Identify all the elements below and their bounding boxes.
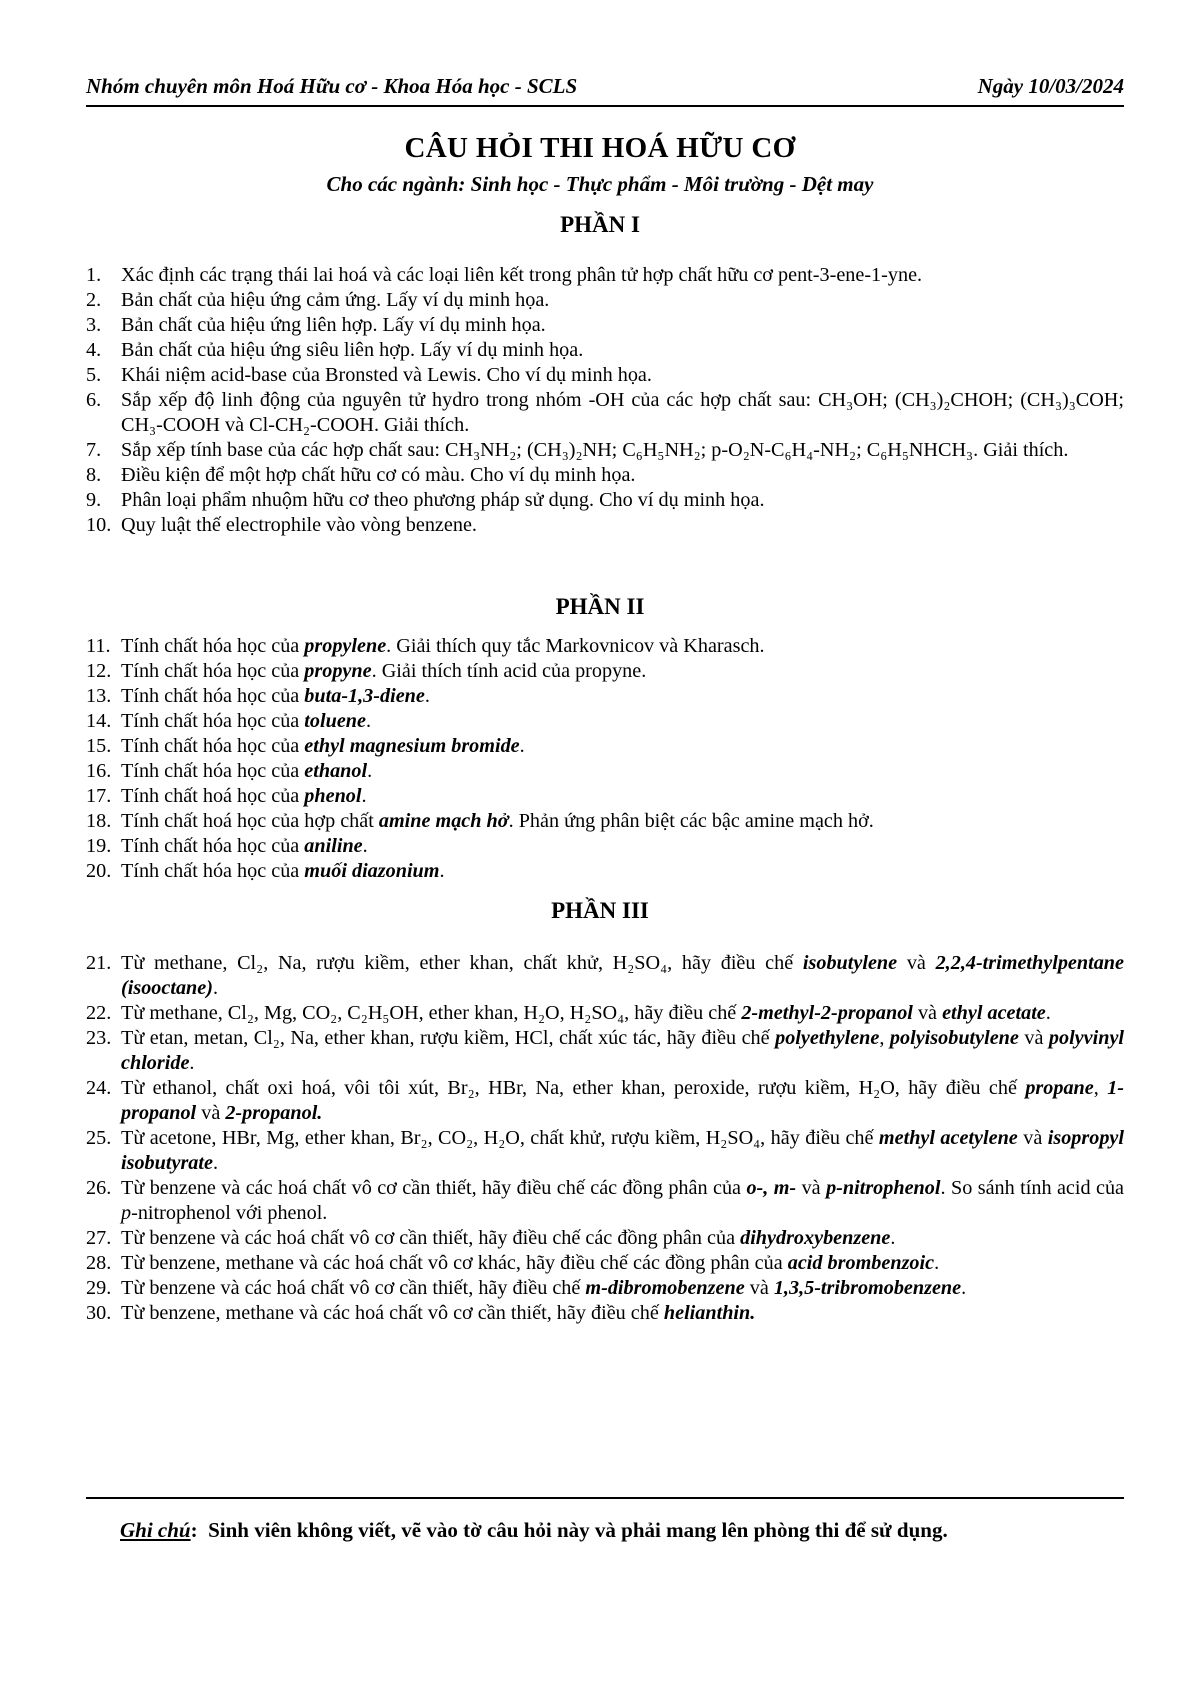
question-number: 6.: [86, 389, 102, 411]
question-text: Bản chất của hiệu ứng siêu liên hợp. Lấy ví dụ minh họa.: [121, 339, 584, 361]
question-text: [121, 1126, 1124, 1176]
list-item: [86, 1001, 1124, 1026]
compound-name: 2,2,4-trimethylpentane (isooctane): [121, 952, 1124, 999]
question-text: [121, 834, 1124, 859]
part3-title: PHẦN III: [551, 898, 649, 923]
text-segment: .: [361, 785, 367, 807]
compound-name: p-nitrophenol: [826, 1177, 941, 1199]
note-separator: :: [190, 1518, 198, 1542]
page-title: CÂU HỎI THI HOÁ HỮU CƠ: [404, 132, 796, 164]
text-segment: -nitrophenol với phenol.: [131, 1202, 328, 1224]
question-text: [121, 684, 1124, 709]
list-item: [86, 834, 1124, 859]
question-number: 1.: [86, 264, 102, 286]
question-text: Quy luật thế electrophile vào vòng benzene.: [121, 514, 477, 536]
question-number: 25.: [86, 1127, 112, 1149]
question-number: 22.: [86, 1002, 112, 1024]
list-item: [86, 659, 1124, 684]
question-text: Điều kiện để một hợp chất hữu cơ có màu. Cho ví dụ minh họa.: [121, 464, 636, 486]
text-segment: Từ methane, Cl₂, Mg, CO₂, C₂H₅OH, ether khan, H₂O, H₂SO₄, hãy điều chế: [121, 1002, 742, 1024]
compound-name: isobutylene: [802, 952, 898, 974]
question-text: [121, 1226, 1124, 1251]
text-segment: Tính chất hóa học của: [121, 710, 305, 732]
compound-name: 2-propanol.: [225, 1102, 323, 1124]
question-text: Khái niệm acid-base của Bronsted và Lewis. Cho ví dụ minh họa.: [121, 364, 652, 386]
question-text: [121, 784, 1124, 809]
list-item: [86, 759, 1124, 784]
footer-divider: [86, 1497, 1124, 1499]
compound-name: amine mạch hở: [378, 810, 509, 832]
text-segment: . Giải thích quy tắc Markovnicov và Kharasch.: [386, 635, 765, 657]
compound-name: helianthin.: [663, 1302, 756, 1324]
question-number: 30.: [86, 1302, 112, 1324]
compound-name: ethanol: [304, 760, 368, 782]
compound-name: 1,3,5-tribromobenzene: [773, 1277, 962, 1299]
compound-name: toluene: [304, 710, 366, 732]
question-text: Sắp xếp độ linh động của nguyên tử hydro trong nhóm -OH của các hợp chất sau: CH₃OH; (CH₃)₂CHOH; (CH₃)₃COH; CH₃-COOH và Cl-CH₂-COOH. Giải thích.: [121, 389, 1124, 436]
list-item: [86, 313, 1124, 338]
list-item: [86, 388, 1124, 438]
text-segment: Từ acetone, HBr, Mg, ether khan, Br₂, CO₂, H₂O, chất khử, rượu kiềm, H₂SO₄, hãy điều chế: [121, 1127, 879, 1149]
text-segment: .: [934, 1252, 940, 1274]
text-segment: Từ benzene, methane và các hoá chất vô cơ cần thiết, hãy điều chế: [121, 1302, 664, 1324]
list-item: [86, 263, 1124, 288]
question-number: 14.: [86, 710, 112, 732]
question-text: [121, 1301, 1124, 1326]
text-segment: Từ methane, Cl₂, Na, rượu kiềm, ether khan, chất khử, H₂SO₄, hãy điều chế: [121, 952, 803, 974]
list-item: [86, 1176, 1124, 1226]
list-item: [86, 634, 1124, 659]
question-number: 13.: [86, 685, 112, 707]
text-segment: Tính chất hóa học của: [121, 760, 305, 782]
compound-name: polyethylene: [775, 1027, 880, 1049]
question-text: [121, 759, 1124, 784]
text-segment: Tính chất hóa học của: [121, 635, 305, 657]
text-segment: .: [961, 1277, 967, 1299]
list-item: [86, 288, 1124, 313]
question-number: 12.: [86, 660, 112, 682]
question-text: [121, 1251, 1124, 1276]
page-header: [86, 74, 1124, 107]
list-item: [86, 1301, 1124, 1326]
question-number: 20.: [86, 860, 112, 882]
compound-name: acid brombenzoic: [787, 1252, 935, 1274]
list-item: [86, 1226, 1124, 1251]
text-segment: .: [439, 860, 445, 882]
question-text: Bản chất của hiệu ứng liên hợp. Lấy ví dụ minh họa.: [121, 314, 546, 336]
question-number: 15.: [86, 735, 112, 757]
question-number: 26.: [86, 1177, 112, 1199]
text-segment: Từ benzene, methane và các hoá chất vô cơ khác, hãy điều chế các đồng phân của: [121, 1252, 788, 1274]
compound-name: propylene: [304, 635, 387, 657]
text-segment: Tính chất hóa học của: [121, 835, 305, 857]
part1-title: PHẦN I: [560, 212, 640, 237]
compound-name: isopropyl isobutyrate: [121, 1127, 1124, 1174]
list-item: [86, 438, 1124, 463]
list-item: [86, 1126, 1124, 1176]
question-text: [121, 1176, 1124, 1226]
text-segment: Tính chất hóa học của: [121, 860, 305, 882]
compound-name: buta-1,3-diene: [304, 685, 425, 707]
text-segment: .: [367, 760, 373, 782]
compound-name: methyl acetylene: [878, 1127, 1018, 1149]
compound-name: m-dibromobenzene: [585, 1277, 745, 1299]
question-number: 16.: [86, 760, 112, 782]
header-date: Ngày 10/03/2024: [977, 74, 1124, 98]
question-number: 9.: [86, 489, 102, 511]
list-item: [86, 463, 1124, 488]
text-segment: Từ ethanol, chất oxi hoá, vôi tôi xút, Br₂, HBr, Na, ether khan, peroxide, rượu kiềm, H₂O, hãy điều chế: [121, 1077, 1026, 1099]
compound-name: ethyl acetate: [942, 1002, 1046, 1024]
compound-name: propyne: [304, 660, 372, 682]
question-number: 7.: [86, 439, 102, 461]
question-number: 11.: [86, 635, 111, 657]
question-number: 2.: [86, 289, 102, 311]
question-number: 3.: [86, 314, 102, 336]
question-number: 24.: [86, 1077, 112, 1099]
question-text: [121, 1026, 1124, 1076]
note-text: Sinh viên không viết, vẽ vào tờ câu hỏi này và phải mang lên phòng thi để sử dụng.: [208, 1518, 948, 1542]
list-item: [86, 1251, 1124, 1276]
text-segment: Tính chất hóa học của: [121, 685, 305, 707]
text-segment: ,: [1093, 1077, 1108, 1099]
note-label: Ghi chú: [120, 1518, 191, 1542]
part2-title: PHẦN II: [555, 594, 645, 619]
question-text: [121, 1001, 1124, 1026]
question-number: 21.: [86, 952, 112, 974]
question-number: 19.: [86, 835, 112, 857]
list-item: [86, 859, 1124, 884]
question-number: 10.: [86, 514, 112, 536]
list-item: [86, 734, 1124, 759]
footer-note: [120, 1518, 1120, 1543]
text-segment: .: [189, 1052, 195, 1074]
text-segment: Từ etan, metan, Cl₂, Na, ether khan, rượu kiềm, HCl, chất xúc tác, hãy điều chế: [121, 1027, 776, 1049]
question-text: [121, 1076, 1124, 1126]
question-text: [121, 859, 1124, 884]
compound-name: ethyl magnesium bromide: [304, 735, 520, 757]
compound-name: o-, m-: [746, 1177, 797, 1199]
list-item: [86, 1076, 1124, 1126]
header-department: Nhóm chuyên môn Hoá Hữu cơ - Khoa Hóa học - SCLS: [86, 74, 578, 98]
list-item: [86, 1276, 1124, 1301]
compound-name: 2-methyl-2-propanol: [741, 1002, 913, 1024]
question-text: Bản chất của hiệu ứng cảm ứng. Lấy ví dụ minh họa.: [121, 289, 550, 311]
list-item: [86, 513, 1124, 538]
text-segment: và: [796, 1177, 827, 1199]
part1-question-list: [86, 263, 1124, 538]
text-segment: Từ benzene và các hoá chất vô cơ cần thiết, hãy điều chế: [121, 1277, 586, 1299]
question-text: [121, 634, 1124, 659]
text-segment: và: [912, 1002, 943, 1024]
text-segment: và: [1017, 1127, 1048, 1149]
list-item: [86, 684, 1124, 709]
compound-name: muối diazonium: [304, 860, 440, 882]
question-number: 8.: [86, 464, 102, 486]
question-number: 17.: [86, 785, 112, 807]
list-item: [86, 338, 1124, 363]
text-segment: .: [1045, 1002, 1051, 1024]
text-segment: Từ benzene và các hoá chất vô cơ cần thiết, hãy điều chế các đồng phân của: [121, 1177, 747, 1199]
question-number: 28.: [86, 1252, 112, 1274]
question-number: 5.: [86, 364, 102, 386]
list-item: [86, 709, 1124, 734]
question-text: Xác định các trạng thái lai hoá và các loại liên kết trong phân tử hợp chất hữu cơ pent-3-ene-1-yne.: [121, 264, 923, 286]
text-segment: và: [196, 1102, 226, 1124]
compound-name: dihydroxybenzene: [740, 1227, 891, 1249]
list-item: [86, 363, 1124, 388]
question-text: [121, 734, 1124, 759]
question-text: [121, 1276, 1124, 1301]
part3-question-list: [86, 951, 1124, 1326]
text-segment: .: [365, 710, 372, 732]
question-number: 27.: [86, 1227, 112, 1249]
question-number: 29.: [86, 1277, 112, 1299]
compound-name: 1-propanol: [121, 1077, 1125, 1124]
text-segment: .: [212, 1152, 219, 1174]
part2-question-list: [86, 634, 1124, 884]
compound-name: propane: [1025, 1077, 1094, 1099]
text-segment: . Phản ứng phân biệt các bậc amine mạch hở.: [508, 810, 874, 832]
text-segment: Từ benzene và các hoá chất vô cơ cần thiết, hãy điều chế các đồng phân của: [121, 1227, 741, 1249]
text-segment: . So sánh tính acid của: [940, 1177, 1125, 1199]
text-segment: ,: [879, 1027, 890, 1049]
compound-name: phenol: [304, 785, 362, 807]
text-segment: .: [519, 735, 525, 757]
list-item: [86, 951, 1124, 1001]
question-text: [121, 709, 1124, 734]
text-segment: .: [212, 977, 218, 999]
list-item: [86, 1026, 1124, 1076]
text-segment: và: [1018, 1027, 1049, 1049]
question-number: 4.: [86, 339, 102, 361]
question-text: Sắp xếp tính base của các hợp chất sau: CH₃NH₂; (CH₃)₂NH; C₆H₅NH₂; p-O₂N-C₆H₄-NH₂; C₆H₅NHCH₃. Giải thích.: [121, 439, 1069, 461]
compound-name: aniline: [304, 835, 363, 857]
text-segment: Tính chất hóa học của: [121, 735, 305, 757]
text-segment: và: [744, 1277, 774, 1299]
text-italic: p: [121, 1202, 132, 1224]
question-number: 23.: [86, 1027, 112, 1049]
text-segment: Tính chất hoá học của hợp chất: [121, 810, 379, 832]
compound-name: polyisobutylene: [889, 1027, 1019, 1049]
text-segment: . Giải thích tính acid của propyne.: [371, 660, 647, 682]
list-item: [86, 784, 1124, 809]
text-segment: Tính chất hoá học của: [121, 785, 305, 807]
question-text: [121, 659, 1124, 684]
text-segment: và: [897, 952, 936, 974]
question-number: 18.: [86, 810, 112, 832]
list-item: [86, 488, 1124, 513]
compound-name: polyvinyl chloride: [121, 1027, 1125, 1074]
text-segment: Tính chất hóa học của: [121, 660, 305, 682]
text-segment: .: [890, 1227, 896, 1249]
text-segment: .: [362, 835, 368, 857]
text-segment: .: [424, 685, 430, 707]
question-text: Phân loại phẩm nhuộm hữu cơ theo phương pháp sử dụng. Cho ví dụ minh họa.: [121, 489, 765, 511]
page-subtitle: Cho các ngành: Sinh học - Thực phẩm - Môi trường - Dệt may: [326, 172, 874, 196]
question-text: [121, 809, 1124, 834]
list-item: [86, 809, 1124, 834]
question-text: [121, 951, 1124, 1001]
